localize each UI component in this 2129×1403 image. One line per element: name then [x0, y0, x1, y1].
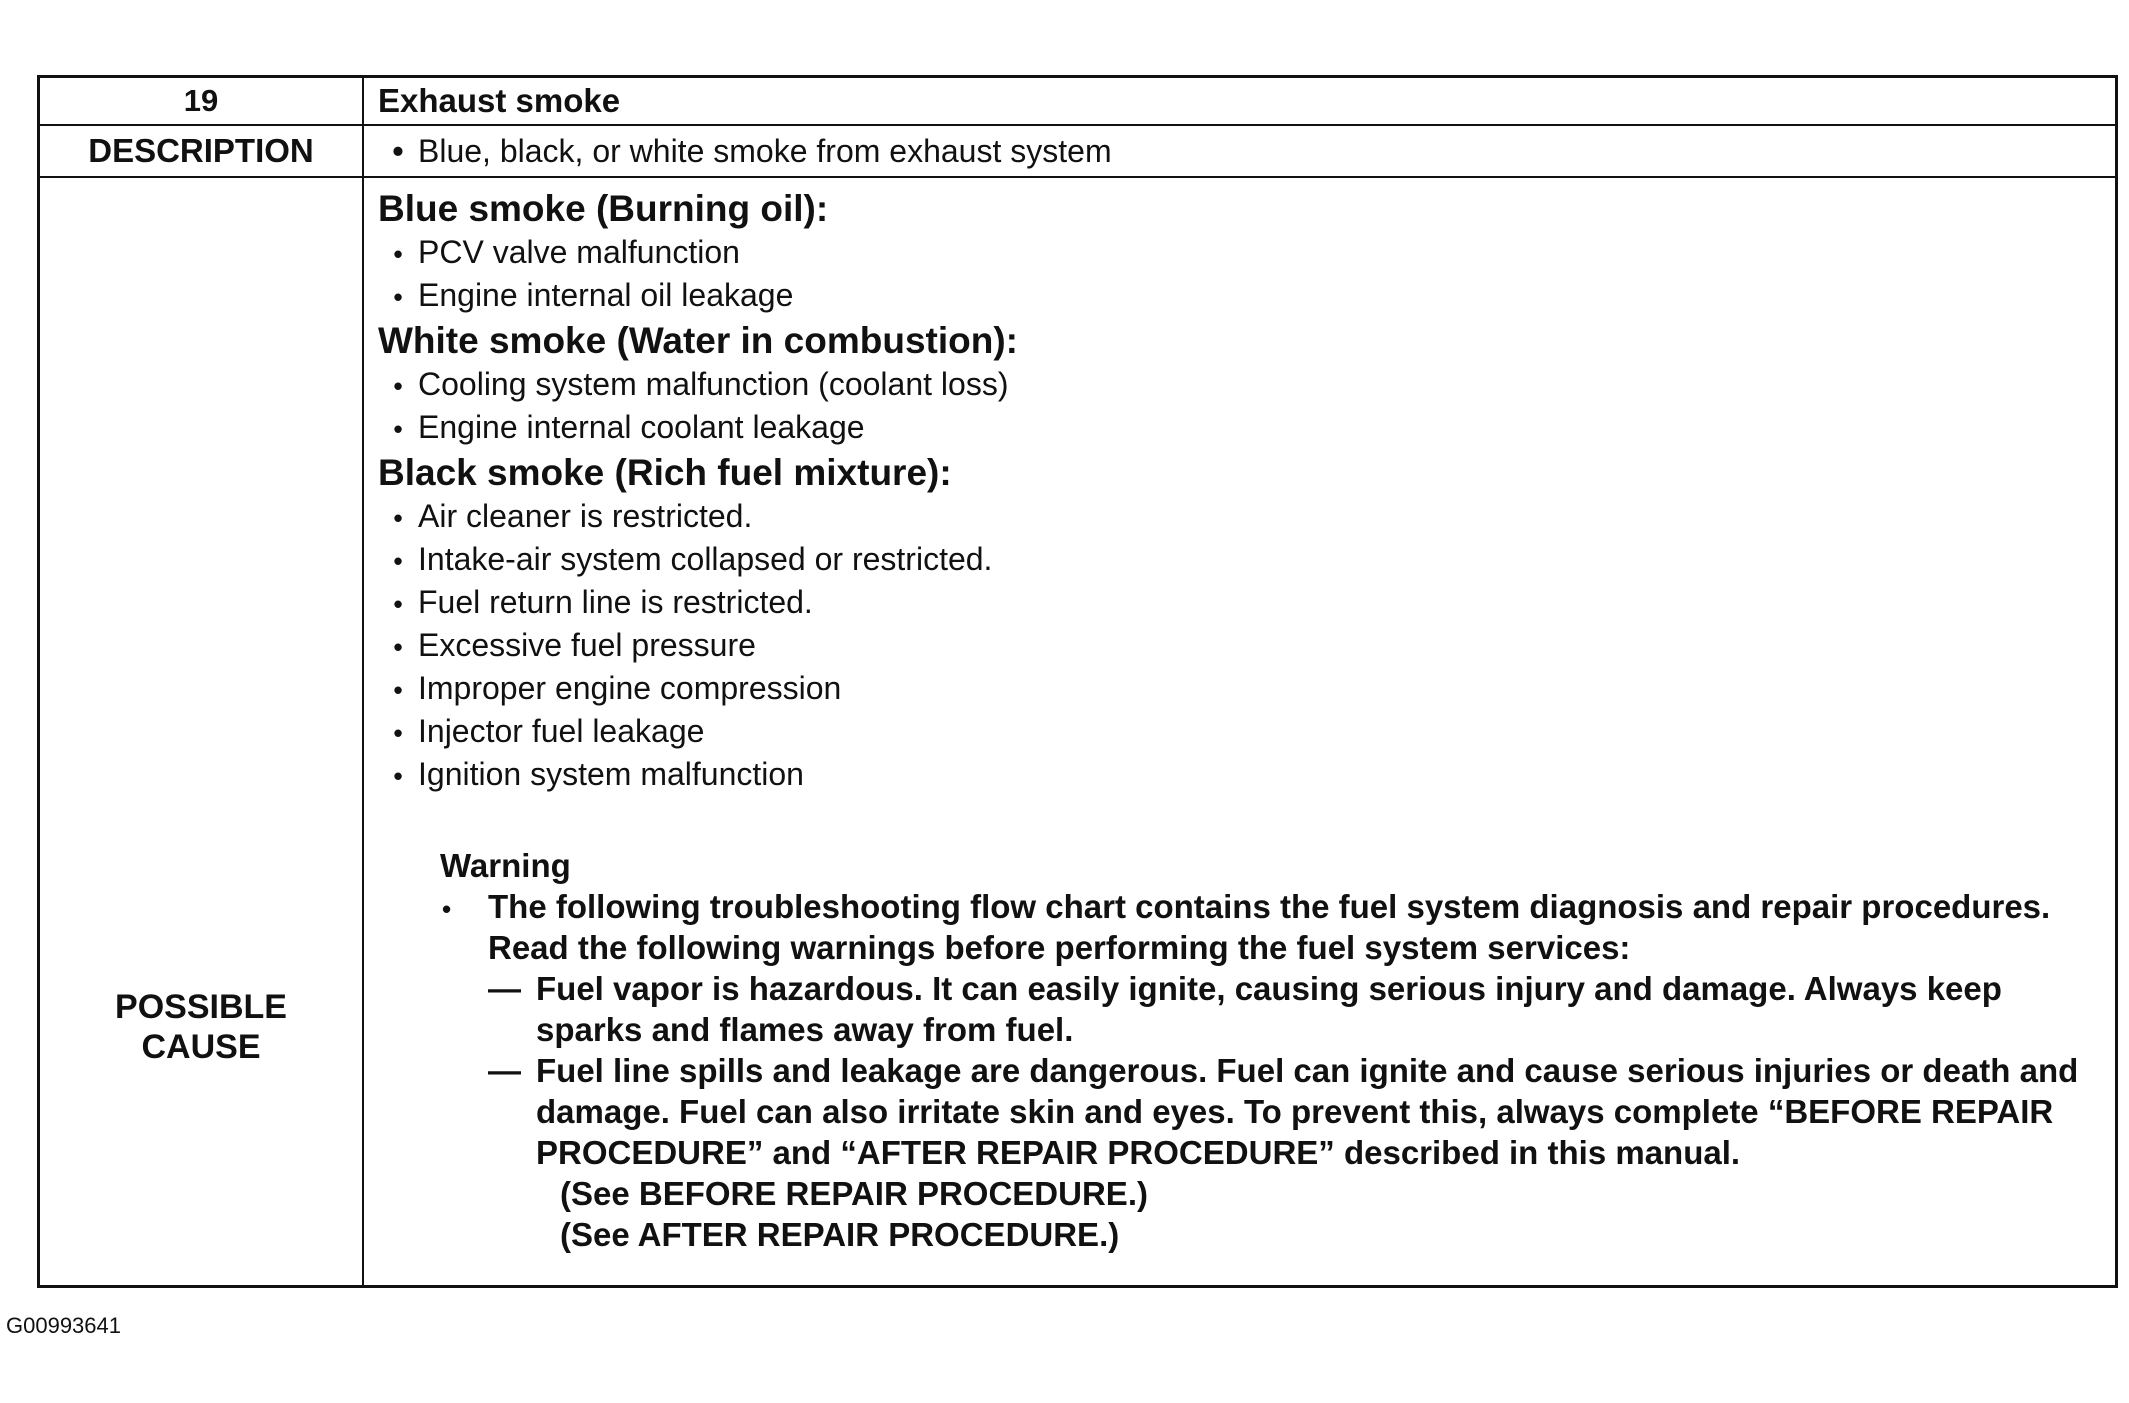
figure-id: G00993641	[6, 1313, 121, 1338]
list-item: • Excessive fuel pressure	[378, 625, 2095, 668]
table-header-row	[40, 78, 2115, 126]
bullet-icon: •	[442, 894, 452, 924]
warning-dash-item	[488, 968, 2095, 1050]
cause-list-white-smoke	[378, 364, 2095, 450]
list-item: • Ignition system malfunction	[378, 754, 2095, 797]
list-item: • Intake-air system collapsed or restricted.	[378, 539, 2095, 582]
bullet-icon: •	[393, 761, 403, 791]
description-label: DESCRIPTION	[40, 126, 364, 176]
list-item: • Engine internal coolant leakage	[378, 407, 2095, 450]
bullet-icon: •	[393, 546, 403, 576]
warning-dash-text: Fuel line spills and leakage are dangerous. Fuel can ignite and cause serious injuries or death and damage. Fuel can also irritate skin and eyes. To prevent this, always complete “BEFORE REPAIR PROCEDURE” and “AFTER REPAIR PROCEDURE” described in this manual.	[536, 1052, 2079, 1171]
group-title-white-smoke: White smoke (Water in combustion):	[378, 320, 1018, 361]
bullet-icon: •	[393, 371, 403, 401]
possible-cause-row	[40, 178, 2115, 1285]
bullet-icon: •	[393, 282, 403, 312]
possible-cause-cell	[364, 178, 2115, 1285]
list-item: • Fuel return line is restricted.	[378, 582, 2095, 625]
warning-dash-item	[488, 1050, 2095, 1173]
list-item: • Injector fuel leakage	[378, 711, 2095, 754]
bullet-icon: •	[393, 632, 403, 662]
possible-cause-label-line1: POSSIBLE	[115, 987, 287, 1026]
warning-block	[440, 845, 2095, 1255]
description-cell	[364, 126, 2115, 176]
cause-list-blue-smoke	[378, 232, 2095, 318]
list-item: • Improper engine compression	[378, 668, 2095, 711]
warning-item	[440, 886, 2095, 1255]
troubleshooting-table	[37, 75, 2118, 1288]
warning-body	[488, 886, 2095, 1255]
bullet-icon: •	[393, 414, 403, 444]
group-title-black-smoke: Black smoke (Rich fuel mixture):	[378, 452, 952, 493]
possible-cause-label-line2: CAUSE	[141, 1027, 261, 1066]
bullet-icon: •	[393, 675, 403, 705]
bullet-icon: •	[393, 589, 403, 619]
bullet-icon: •	[393, 503, 403, 533]
reference-before-repair: (See BEFORE REPAIR PROCEDURE.)	[560, 1175, 1148, 1212]
reference-after-repair: (See AFTER REPAIR PROCEDURE.)	[560, 1216, 1120, 1253]
warning-dash-text: Fuel vapor is hazardous. It can easily ignite, causing serious injury and damage. Always keep sparks and flames away from fuel.	[536, 970, 2002, 1048]
list-item: • Air cleaner is restricted.	[378, 496, 2095, 539]
cause-list-black-smoke	[378, 496, 2095, 797]
list-item: • PCV valve malfunction	[378, 232, 2095, 275]
description-row	[40, 126, 2115, 178]
symptom-title: Exhaust smoke	[378, 82, 621, 119]
bullet-icon: •	[392, 132, 404, 169]
bullet-icon: •	[393, 718, 403, 748]
symptom-number: 19	[40, 78, 364, 124]
dash-icon: —	[488, 970, 521, 1007]
group-title-blue-smoke: Blue smoke (Burning oil):	[378, 188, 829, 229]
description-text: Blue, black, or white smoke from exhaust system	[418, 132, 1112, 169]
warning-title: Warning	[440, 847, 571, 884]
possible-cause-label	[40, 178, 364, 1285]
bullet-icon: •	[393, 239, 403, 269]
list-item: • Engine internal oil leakage	[378, 275, 2095, 318]
cause-content	[378, 186, 2095, 1255]
warning-intro: The following troubleshooting flow chart contains the fuel system diagnosis and repair procedures. Read the following warnings before performing the fuel system services:	[488, 888, 2051, 966]
list-item: • Cooling system malfunction (coolant loss)	[378, 364, 2095, 407]
dash-icon: —	[488, 1052, 521, 1089]
